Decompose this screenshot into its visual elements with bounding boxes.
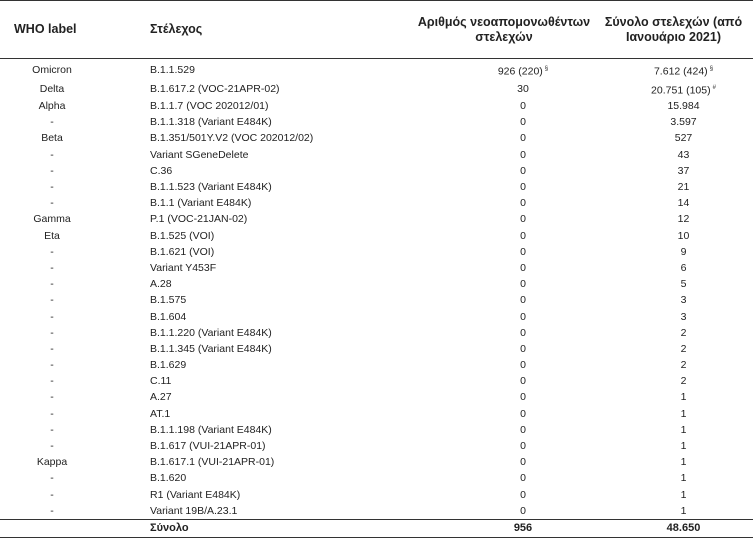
total-cell-text: 20.751 (105) [651, 84, 711, 96]
who-label-cell-text: - [50, 359, 54, 372]
table-row [0, 130, 753, 146]
table-row [0, 98, 753, 114]
who-label-cell [0, 163, 124, 179]
new-isolated-cell-text: 0 [520, 423, 526, 436]
total-cell-text: 2 [680, 326, 687, 339]
who-label-cell-text: - [50, 488, 54, 501]
new-isolated-cell-text: 0 [520, 472, 526, 485]
strain-cell-text: Variant SGeneDelete [150, 148, 249, 161]
new-isolated-cell [414, 341, 594, 357]
total-cell [594, 211, 753, 227]
total-cell [594, 422, 753, 438]
who-label-cell [0, 147, 124, 163]
total-cell [594, 325, 753, 341]
who-label-cell-text: Delta [39, 82, 65, 95]
strain-cell [124, 211, 414, 227]
new-isolated-cell [414, 308, 594, 324]
strain-cell [124, 389, 414, 405]
new-isolated-cell-text: 0 [520, 181, 526, 194]
totals-label: Σύνολο [150, 522, 189, 535]
strain-cell [124, 244, 414, 260]
table-row [0, 147, 753, 163]
new-isolated-cell [414, 80, 594, 99]
total-cell-text: 1 [680, 456, 687, 469]
new-isolated-cell-text: 0 [520, 407, 526, 420]
total-cell-text: 14 [677, 197, 690, 210]
who-label-cell-text: - [50, 197, 54, 210]
footnote-mark: # [712, 84, 716, 91]
total-cell [594, 163, 753, 179]
table-body [0, 59, 753, 520]
who-label-cell [0, 438, 124, 454]
total-cell-text: 1 [680, 472, 687, 485]
who-label-cell [0, 228, 124, 244]
who-label-cell-text: - [50, 472, 54, 485]
table-row [0, 389, 753, 405]
new-isolated-cell [414, 147, 594, 163]
new-isolated-cell [414, 59, 594, 80]
new-isolated-cell-text: 0 [520, 456, 526, 469]
new-isolated-cell-text: 0 [520, 326, 526, 339]
new-isolated-cell [414, 114, 594, 130]
who-label-cell [0, 341, 124, 357]
table-row [0, 341, 753, 357]
who-label-cell-text: Omicron [32, 64, 72, 77]
table-row [0, 422, 753, 438]
total-cell-text: 43 [677, 148, 690, 161]
new-isolated-cell-text: 0 [520, 294, 526, 307]
table-row [0, 260, 753, 276]
total-cell [594, 195, 753, 211]
total-cell-text: 1 [680, 407, 687, 420]
strain-cell-text: A.28 [150, 278, 172, 291]
who-label-cell-text: - [50, 181, 54, 194]
strain-cell [124, 98, 414, 114]
who-label-cell [0, 260, 124, 276]
strain-cell-text: B.1.1.318 (Variant E484K) [150, 116, 272, 129]
who-label-cell [0, 373, 124, 389]
new-isolated-cell [414, 163, 594, 179]
strain-cell [124, 422, 414, 438]
who-label-cell [0, 503, 124, 520]
who-label-cell [0, 422, 124, 438]
strain-cell-text: R1 (Variant E484K) [150, 488, 241, 501]
who-label-cell-text: - [50, 440, 54, 453]
table-row [0, 59, 753, 80]
who-label-cell-text: - [50, 261, 54, 274]
total-cell [594, 389, 753, 405]
new-isolated-cell [414, 438, 594, 454]
who-label-cell-text: - [50, 294, 54, 307]
who-label-cell [0, 357, 124, 373]
who-label-cell [0, 211, 124, 227]
total-cell [594, 179, 753, 195]
total-cell-text: 15.984 [667, 100, 700, 113]
totals-row [0, 519, 753, 537]
strain-cell-text: B.1.1.7 (VOC 202012/01) [150, 100, 269, 113]
who-label-cell [0, 308, 124, 324]
table-row [0, 211, 753, 227]
table-row [0, 487, 753, 503]
table-row [0, 503, 753, 520]
total-cell [594, 98, 753, 114]
header-row [0, 1, 753, 59]
who-label-cell-text: - [50, 245, 54, 258]
total-cell [594, 341, 753, 357]
total-cell [594, 373, 753, 389]
total-cell-text: 1 [680, 488, 687, 501]
strain-cell [124, 179, 414, 195]
strain-cell [124, 406, 414, 422]
total-cell-text: 10 [677, 229, 690, 242]
new-isolated-cell-text: 0 [520, 359, 526, 372]
table-row [0, 179, 753, 195]
total-cell-text: 3 [680, 310, 687, 323]
table-row [0, 308, 753, 324]
total-cell [594, 80, 753, 99]
table-row [0, 114, 753, 130]
who-label-cell [0, 406, 124, 422]
new-isolated-cell [414, 357, 594, 373]
total-cell [594, 406, 753, 422]
total-cell-text: 2 [680, 375, 687, 388]
total-cell-text: 1 [680, 440, 687, 453]
table-row [0, 470, 753, 486]
header-who-label: WHO label [14, 22, 77, 36]
strain-cell-text: B.1.1.529 [150, 64, 195, 77]
who-label-cell-text: - [50, 326, 54, 339]
table-row [0, 357, 753, 373]
header-strain: Στέλεχος [150, 22, 203, 36]
table-row [0, 276, 753, 292]
strain-cell-text: B.1.1.220 (Variant E484K) [150, 326, 272, 339]
who-label-cell-text: - [50, 164, 54, 177]
total-cell-text: 5 [680, 278, 687, 291]
new-isolated-cell-text: 0 [520, 440, 526, 453]
total-cell [594, 438, 753, 454]
strain-cell [124, 260, 414, 276]
total-cell-text: 527 [674, 132, 693, 145]
total-cell-text: 2 [680, 342, 687, 355]
table-row [0, 325, 753, 341]
who-label-cell [0, 114, 124, 130]
total-cell-text: 12 [677, 213, 690, 226]
totals-new-isolated: 956 [513, 522, 533, 535]
who-label-cell-text: Alpha [38, 100, 66, 113]
total-cell-text: 9 [680, 245, 687, 258]
new-isolated-cell-text: 0 [520, 310, 526, 323]
who-label-cell-text: - [50, 310, 54, 323]
who-label-cell [0, 292, 124, 308]
total-cell-text: 3 [680, 294, 687, 307]
total-cell [594, 244, 753, 260]
new-isolated-cell-text: 0 [520, 261, 526, 274]
total-cell-text: 2 [680, 359, 687, 372]
who-label-cell-text: - [50, 342, 54, 355]
new-isolated-cell-text: 0 [520, 375, 526, 388]
strain-cell-text: B.1.621 (VOI) [150, 245, 215, 258]
strain-cell [124, 59, 414, 80]
new-isolated-cell-text: 0 [520, 164, 526, 177]
table-row [0, 195, 753, 211]
new-isolated-cell-text: 0 [520, 116, 526, 129]
new-isolated-cell-text: 0 [520, 504, 526, 517]
strain-cell-text: B.1.575 [150, 294, 187, 307]
strain-cell-text: C.11 [150, 375, 172, 388]
strain-cell [124, 325, 414, 341]
total-cell [594, 292, 753, 308]
strain-cell [124, 357, 414, 373]
who-label-cell-text: - [50, 391, 54, 404]
strain-cell [124, 308, 414, 324]
who-label-cell [0, 98, 124, 114]
total-cell-text: 1 [680, 423, 687, 436]
who-label-cell-text: - [50, 278, 54, 291]
strain-cell [124, 470, 414, 486]
new-isolated-cell-text: 0 [520, 245, 526, 258]
table-footer [0, 519, 753, 537]
strain-cell [124, 130, 414, 146]
new-isolated-cell [414, 130, 594, 146]
total-cell [594, 59, 753, 80]
table-row [0, 228, 753, 244]
strain-cell-text: B.1.617.2 (VOC-21APR-02) [150, 82, 280, 95]
strain-cell-text: P.1 (VOC-21JAN-02) [150, 213, 248, 226]
who-label-cell [0, 454, 124, 470]
new-isolated-cell [414, 98, 594, 114]
total-cell-text: 3.597 [670, 116, 697, 129]
new-isolated-cell-text: 0 [520, 278, 526, 291]
who-label-cell [0, 179, 124, 195]
strain-cell [124, 454, 414, 470]
who-label-cell-text: Beta [41, 132, 63, 145]
who-label-cell-text: - [50, 375, 54, 388]
total-cell [594, 357, 753, 373]
new-isolated-cell-text: 0 [520, 342, 526, 355]
strain-cell [124, 114, 414, 130]
strain-cell-text: B.1.1.345 (Variant E484K) [150, 342, 272, 355]
total-cell [594, 470, 753, 486]
new-isolated-cell [414, 422, 594, 438]
total-cell [594, 454, 753, 470]
new-isolated-cell [414, 228, 594, 244]
new-isolated-cell-text: 0 [520, 100, 526, 113]
strain-cell [124, 276, 414, 292]
strain-cell [124, 228, 414, 244]
table-header [0, 1, 753, 59]
new-isolated-cell [414, 179, 594, 195]
who-label-cell-text: - [50, 423, 54, 436]
new-isolated-cell [414, 260, 594, 276]
new-isolated-cell [414, 470, 594, 486]
strain-cell-text: B.1.1 (Variant E484K) [150, 197, 252, 210]
totals-grand-total: 48.650 [666, 522, 701, 535]
strain-cell [124, 163, 414, 179]
strain-cell [124, 292, 414, 308]
who-label-cell-text: - [50, 116, 54, 129]
strain-cell-text: B.1.629 [150, 359, 187, 372]
header-total-since-january: Σύνολο στελεχών (από Ιανουάριο 2021) [604, 14, 743, 44]
new-isolated-cell [414, 211, 594, 227]
who-label-cell [0, 244, 124, 260]
who-label-cell-text: Kappa [36, 456, 68, 469]
new-isolated-cell-text: 0 [520, 229, 526, 242]
who-label-cell-text: Gamma [33, 213, 71, 226]
total-cell [594, 228, 753, 244]
total-cell [594, 130, 753, 146]
strain-cell [124, 80, 414, 99]
who-label-cell [0, 130, 124, 146]
who-label-cell [0, 195, 124, 211]
strain-cell [124, 195, 414, 211]
strain-cell-text: B.1.617.1 (VUI-21APR-01) [150, 456, 275, 469]
table-row [0, 454, 753, 470]
strain-cell [124, 503, 414, 520]
new-isolated-cell [414, 487, 594, 503]
new-isolated-cell [414, 325, 594, 341]
strain-cell-text: B.1.620 [150, 472, 187, 485]
new-isolated-cell [414, 373, 594, 389]
strain-cell-text: B.1.351/501Y.V2 (VOC 202012/02) [150, 132, 314, 145]
new-isolated-cell [414, 454, 594, 470]
strain-cell-text: AT.1 [150, 407, 171, 420]
strain-cell-text: B.1.1.523 (Variant E484K) [150, 181, 272, 194]
totals-empty-cell [0, 519, 124, 537]
new-isolated-cell-text: 0 [520, 391, 526, 404]
strain-cell-text: B.1.1.198 (Variant E484K) [150, 423, 272, 436]
new-isolated-cell-text: 0 [520, 197, 526, 210]
total-cell [594, 503, 753, 520]
who-label-cell-text: - [50, 504, 54, 517]
strain-cell [124, 373, 414, 389]
new-isolated-cell [414, 389, 594, 405]
total-cell [594, 147, 753, 163]
who-label-cell [0, 470, 124, 486]
who-label-cell [0, 276, 124, 292]
total-cell [594, 114, 753, 130]
new-isolated-cell-text: 0 [520, 488, 526, 501]
who-label-cell-text: - [50, 407, 54, 420]
strain-cell-text: Variant 19B/A.23.1 [150, 504, 238, 517]
strain-cell [124, 341, 414, 357]
strain-cell-text: B.1.617 (VUI-21APR-01) [150, 440, 266, 453]
who-label-cell-text: - [50, 148, 54, 161]
who-label-cell [0, 59, 124, 80]
total-cell [594, 308, 753, 324]
new-isolated-cell [414, 406, 594, 422]
table-row [0, 80, 753, 99]
new-isolated-cell [414, 276, 594, 292]
table-row [0, 438, 753, 454]
table-row [0, 292, 753, 308]
new-isolated-cell-text: 926 (220) [497, 65, 543, 78]
new-isolated-cell-text: 30 [517, 82, 529, 95]
who-label-cell [0, 80, 124, 99]
table-row [0, 373, 753, 389]
who-label-cell [0, 325, 124, 341]
total-cell [594, 487, 753, 503]
total-cell-text: 1 [680, 504, 687, 517]
strain-cell [124, 438, 414, 454]
new-isolated-cell-text: 0 [520, 213, 526, 226]
total-cell [594, 260, 753, 276]
table-row [0, 244, 753, 260]
new-isolated-cell [414, 292, 594, 308]
total-cell-text: 1 [680, 391, 687, 404]
total-cell [594, 276, 753, 292]
header-new-isolated: Αριθμός νεοαπομονωθέντων στελεχών [417, 14, 591, 44]
total-cell-text: 21 [677, 181, 690, 194]
strain-cell-text: Variant Y453F [150, 261, 217, 274]
table-row [0, 406, 753, 422]
total-cell-text: 7.612 (424) [653, 65, 708, 78]
who-label-cell [0, 389, 124, 405]
new-isolated-cell-text: 0 [520, 132, 526, 145]
new-isolated-cell [414, 195, 594, 211]
strain-cell-text: A.27 [150, 391, 172, 404]
who-label-cell [0, 487, 124, 503]
who-label-cell-text: Eta [44, 229, 60, 242]
total-cell-text: 37 [677, 164, 690, 177]
table-row [0, 163, 753, 179]
strain-cell-text: B.1.604 [150, 310, 187, 323]
strain-cell-text: B.1.525 (VOI) [150, 229, 215, 242]
new-isolated-cell-text: 0 [520, 148, 526, 161]
strain-cell [124, 487, 414, 503]
new-isolated-cell [414, 503, 594, 520]
footnote-mark: § [709, 66, 714, 72]
strain-cell [124, 147, 414, 163]
strain-cell-text: C.36 [150, 164, 173, 177]
total-cell-text: 6 [680, 261, 687, 274]
footnote-mark: § [544, 66, 549, 72]
new-isolated-cell [414, 244, 594, 260]
